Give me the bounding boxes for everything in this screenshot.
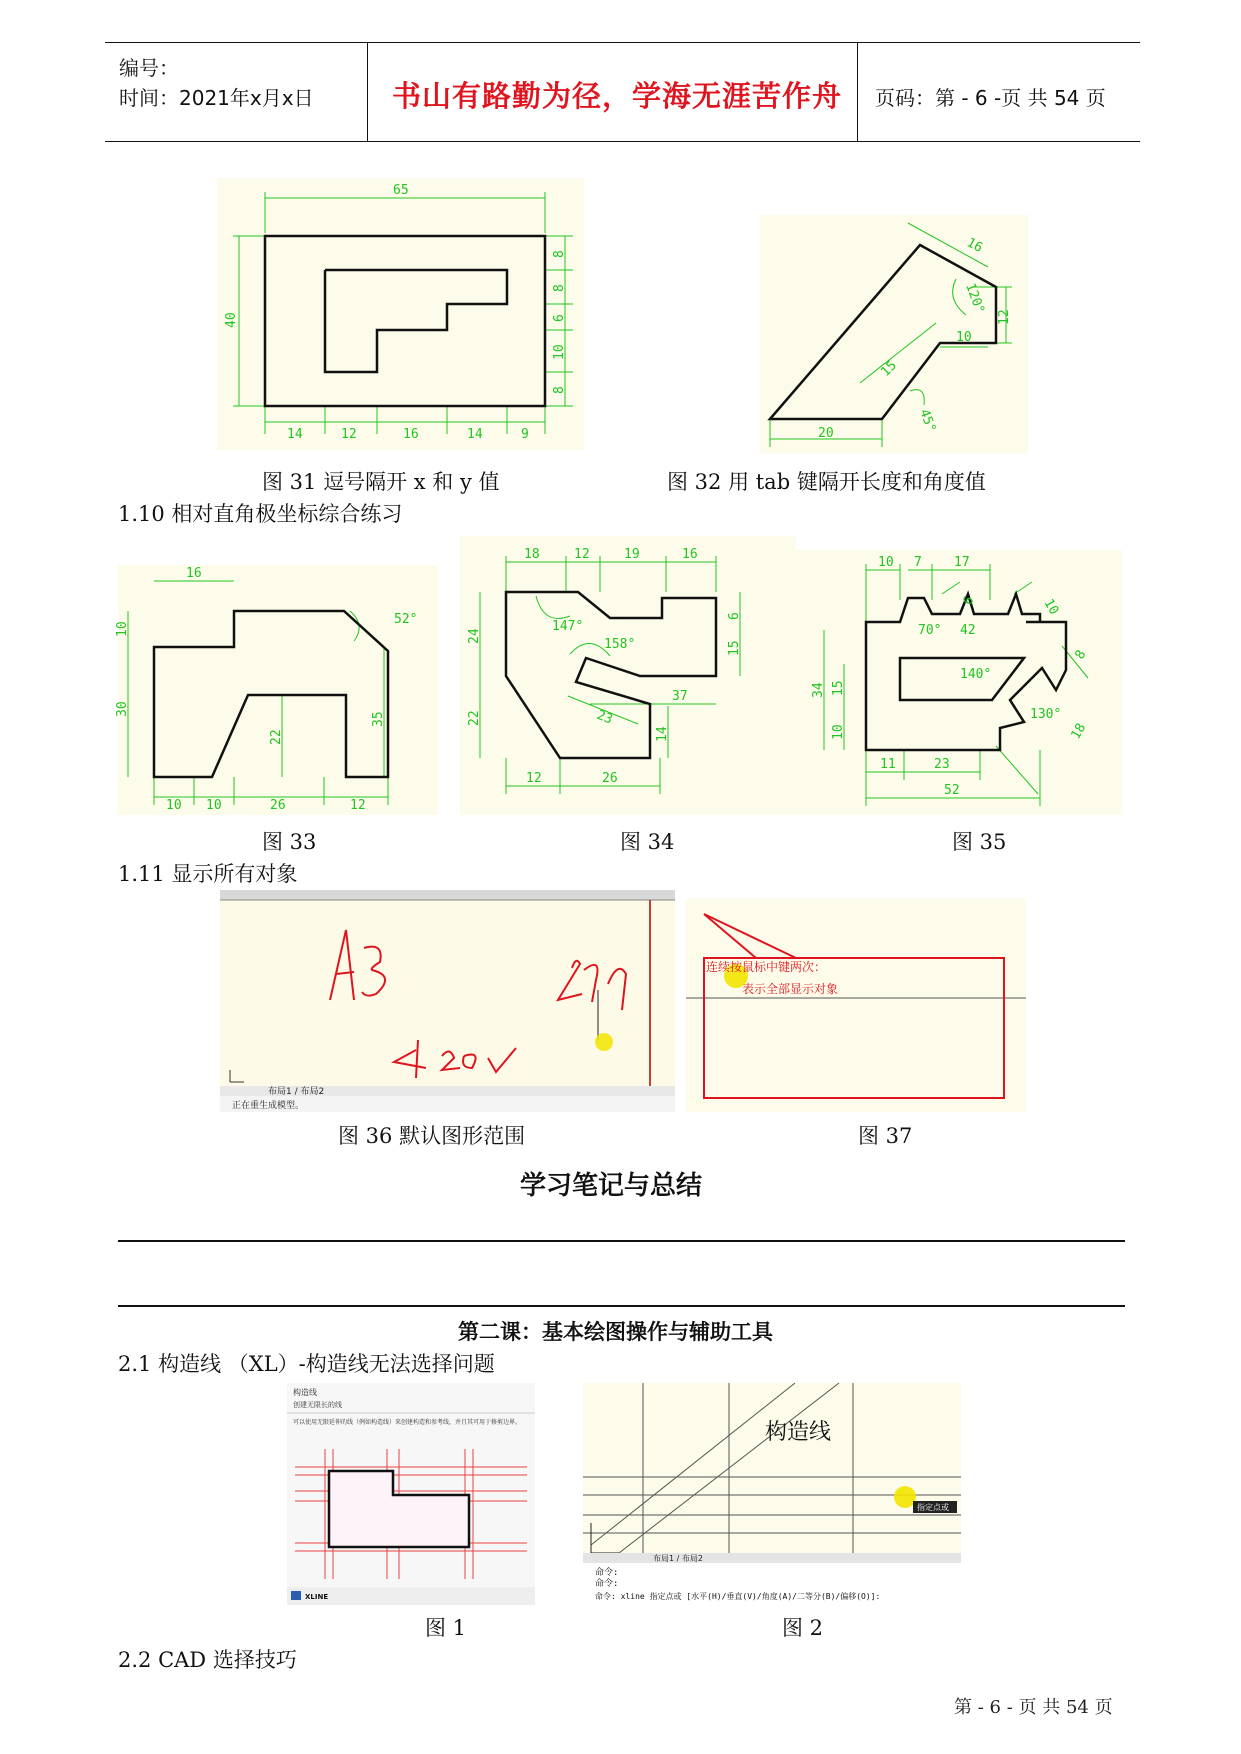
fig34-dim-12: 22 [467,710,482,726]
caption-fig36: 图 36 默认图形范围 [338,1124,526,1148]
fig35-dim-12: 10 [831,724,846,740]
fig32-dim-4: 10 [956,330,972,345]
notes-rule-2 [118,1305,1125,1307]
fig31-dim-top: 65 [393,183,409,198]
fig34-dim-14: 12 [526,771,542,786]
fig35-dim-3: 17 [954,555,970,570]
fig35-dim-5: 10 [1040,596,1062,618]
fig1-title: 构造线 [293,1388,317,1397]
fig34-dim-6: 158° [604,637,636,652]
fig36-status: 正在重生成模型。 [232,1101,305,1111]
fig34-dim-9: 24 [467,628,482,644]
fig33-dim-8: 10 [206,798,222,813]
caption-fig1: 图 1 [425,1616,467,1640]
fig33-dim-9: 26 [270,798,286,813]
fig33-dim-4: 52° [394,612,418,627]
fig32-dim-5: 15 [878,358,900,380]
fig1-desc: 可以使用无限延伸的线（例如构造线）来创建构造和参考线，并且其可用于修剪边界。 [293,1419,522,1426]
header [105,42,1140,142]
figure-33 [115,565,438,815]
section-2-1: 2.1 构造线 （XL）-构造线无法选择问题 [118,1352,495,1376]
fig31-dim-r4: 10 [552,344,567,360]
lesson2-title: 第二课：基本绘图操作与辅助工具 [458,1320,773,1344]
fig35-dim-10: 15 [831,680,846,696]
fig1-cmd: XLINE [305,1593,329,1601]
caption-fig2: 图 2 [782,1616,824,1640]
fig2-tooltip: 指定点或 [917,1503,949,1512]
fig37-line2: 表示全部显示对象 [742,982,839,996]
fig31-dim-b1: 14 [287,427,303,442]
fig31-dim-r2: 8 [552,284,567,292]
section-1-10: 1.10 相对直角极坐标综合练习 [118,502,403,526]
fig35-dim-2: 7 [914,555,922,570]
fig31-dim-left: 40 [224,312,239,328]
fig33-dim-5: 35 [371,711,386,727]
page-footer: 第 - 6 - 页 共 54 页 [954,1697,1113,1718]
fig1-subtitle: 创建无限长的线 [293,1401,342,1409]
caption-fig31: 图 31 逗号隔开 x 和 y 值 [262,470,500,494]
fig34-dim-2: 12 [574,547,590,562]
fig34-dim-13: 14 [655,726,670,742]
serial-label: 编号： [119,56,179,80]
fig31-dim-b5: 9 [521,427,529,442]
header-divider-2 [857,42,858,142]
fig35-dim-1: 10 [878,555,894,570]
header-top-rule [105,42,1140,43]
fig2-cmd2: 命令: [595,1579,619,1589]
fig2-tabs: 布局1 / 布局2 [653,1554,703,1563]
fig34-dim-10: 37 [672,689,688,704]
fig34-dim-11: 23 [594,707,615,728]
fig35-dim-17: 52 [944,783,960,798]
fig33-dim-2: 10 [115,621,130,637]
fig31-dim-b4: 14 [467,427,483,442]
fig35-dim-4: 6 [960,593,978,608]
fig32-dim-7: 20 [818,426,834,441]
fig35-dim-15: 11 [880,757,896,772]
motto: 书山有路勤为径，学海无涯苦作舟 [392,79,843,113]
fig35-dim-16: 23 [934,757,950,772]
figure-34 [460,536,796,815]
fig33-dim-6: 22 [269,729,284,745]
fig34-dim-1: 18 [524,547,540,562]
fig32-dim-6: 45° [916,407,939,435]
fig34-dim-8: 15 [727,640,742,656]
caption-fig34: 图 34 [620,830,675,854]
caption-fig37: 图 37 [858,1124,913,1148]
fig35-dim-7: 42 [960,623,976,638]
fig34-dim-5: 147° [552,619,584,634]
fig2-label: 构造线 [765,1420,832,1445]
fig34-dim-4: 16 [682,547,698,562]
fig36-tabs: 布局1 / 布局2 [268,1087,325,1097]
fig33-dim-10: 12 [350,798,366,813]
fig2-cmd1: 命令: [595,1568,619,1578]
notes-rule-1 [118,1240,1125,1242]
fig32-dim-3: 12 [997,309,1012,325]
fig31-dim-b2: 12 [341,427,357,442]
fig31-dim-b3: 16 [403,427,419,442]
fig35-dim-8: 8 [1072,647,1090,662]
fig35-dim-13: 130° [1030,707,1062,722]
fig33-dim-1: 16 [186,566,202,581]
fig33-dim-3: 30 [115,701,130,717]
fig31-dim-r3: 6 [552,314,567,322]
figure-1 [287,1383,535,1605]
fig35-dim-11: 140° [960,667,992,682]
fig35-dim-6: 70° [918,623,942,638]
figure-31 [217,178,584,450]
figure-37 [686,898,1026,1112]
fig32-dim-1: 16 [964,235,985,256]
fig34-dim-7: 6 [727,612,742,620]
section-2-2: 2.2 CAD 选择技巧 [118,1648,297,1672]
fig31-dim-r5: 8 [552,386,567,394]
section-1-11: 1.11 显示所有对象 [118,862,298,886]
fig31-dim-r1: 8 [552,250,567,258]
time-label: 时间：2021年x月x日 [119,86,314,110]
caption-fig35: 图 35 [952,830,1007,854]
fig35-dim-14: 18 [1068,720,1090,742]
fig35-dim-9: 34 [811,682,826,698]
notes-title: 学习笔记与总结 [520,1171,703,1201]
caption-fig33: 图 33 [262,830,317,854]
figure-2 [583,1383,961,1605]
header-bottom-rule [105,141,1140,142]
figure-36 [220,890,675,1112]
fig34-dim-3: 19 [624,547,640,562]
fig32-dim-2: 120° [962,281,988,316]
fig2-cmd3: 命令: xline 指定点或 [水平(H)/垂直(V)/角度(A)/二等分(B)/偏移(O)]: [595,1592,881,1601]
fig33-dim-7: 10 [166,798,182,813]
fig34-dim-15: 26 [602,771,618,786]
page-info: 页码：第 - 6 -页 共 54 页 [875,86,1106,110]
figure-35 [794,550,1122,815]
figure-32 [760,215,1028,453]
fig37-line1: 连续按鼠标中键两次： [706,960,827,974]
header-divider-1 [367,42,368,142]
caption-fig32: 图 32 用 tab 键隔开长度和角度值 [667,470,986,494]
